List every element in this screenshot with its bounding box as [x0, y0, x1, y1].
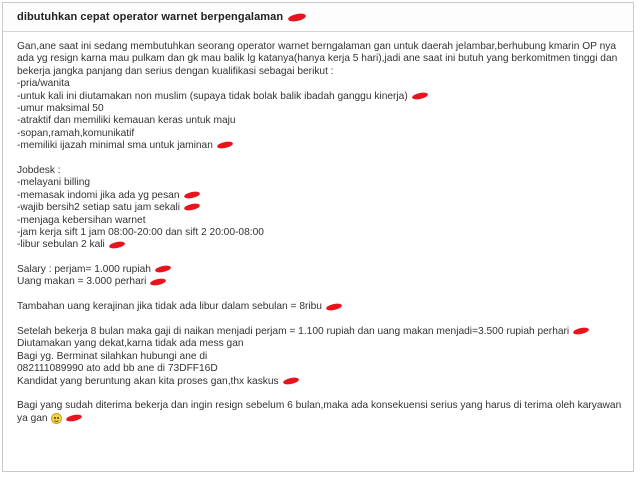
red-redaction-mark	[183, 190, 200, 199]
post-intro: Gan,ane saat ini sedang membutuhkan seorang operator warnet berngalaman gan untuk daerah jelambar,berhubung kmarin OP nya ada yg resign karna mau pulkam dan gk mau balik lg katanya(hanya kerja 5 hari),jadi ane saat ini butuh yang berkomitmen tinggi dan bekerja jangka panjang dan serius dengan kualifikasi sebagai berikut :	[17, 41, 618, 77]
qualification-item: -sopan,ramah,komunikatif	[17, 127, 135, 139]
post-body	[3, 32, 633, 425]
qualification-item: -memiliki ijazah minimal sma untuk jaminan	[17, 140, 625, 152]
raise-line: Setelah bekerja 8 bulan maka gaji di naikan menjadi perjam = 1.100 rupiah dan uang makan menjadi=3.500 rupiah perhari	[17, 326, 625, 338]
qualification-item: -atraktif dan memiliki kemauan keras untuk maju	[17, 115, 236, 127]
jobdesk-item: -jam kerja sift 1 jam 08:00-20:00 dan sift 2 20:00-08:00	[17, 226, 264, 238]
red-redaction-mark	[150, 277, 167, 286]
red-redaction-mark	[216, 141, 233, 150]
warning-paragraph: Bagi yang sudah diterima bekerja dan ingin resign sebelum 6 bulan,maka ada konsekuensi serius yang harus di terima oleh karyawan ya gan	[17, 400, 622, 424]
jobdesk-item: -wajib bersih2 setiap satu jam sekali	[17, 202, 625, 214]
bonus-line: Tambahan uang kerajinan jika tidak ada libur dalam sebulan = 8ribu	[17, 301, 625, 313]
red-redaction-mark	[184, 203, 201, 212]
meal-allowance-line: Uang makan = 3.000 perhari	[17, 276, 625, 288]
contact-number-line: 082111089990 ato add bb ane di 73DFF16D	[17, 363, 218, 375]
post-title: dibutuhkan cepat operator warnet berpengalaman	[17, 11, 284, 23]
jobdesk-item: -memasak indomi jika ada yg pesan	[17, 190, 625, 202]
red-redaction-mark	[411, 91, 428, 100]
jobdesk-item: -libur sebulan 2 kali	[17, 239, 625, 251]
closing-line: Kandidat yang beruntung akan kita proses gan,thx kaskus	[17, 376, 625, 388]
post-header	[3, 3, 633, 32]
jobdesk-item: -menjaga kebersihan warnet	[17, 214, 146, 226]
red-redaction-mark	[573, 327, 590, 336]
red-redaction-mark	[108, 240, 125, 249]
housing-line: Diutamakan yang dekat,karna tidak ada mess gan	[17, 338, 244, 350]
jobdesk-item: -melayani billing	[17, 177, 91, 189]
red-redaction-mark	[326, 302, 343, 311]
qualification-item: -umur maksimal 50	[17, 103, 104, 114]
contact-line: Bagi yg. Berminat silahkan hubungi ane di	[17, 350, 208, 362]
red-redaction-mark	[65, 414, 82, 423]
qualification-item: -pria/wanita	[17, 78, 70, 90]
jobdesk-heading: Jobdesk :	[17, 164, 61, 176]
qualification-item: -untuk kali ini diutamakan non muslim (supaya tidak bolak balik ibadah ganggu kinerja)	[17, 91, 625, 103]
red-redaction-mark	[288, 12, 307, 23]
red-redaction-mark	[154, 265, 171, 274]
smiley-emoticon-icon	[51, 413, 62, 424]
forum-post	[2, 2, 634, 472]
salary-line: Salary : perjam= 1.000 rupiah	[17, 264, 625, 276]
red-redaction-mark	[282, 376, 299, 385]
